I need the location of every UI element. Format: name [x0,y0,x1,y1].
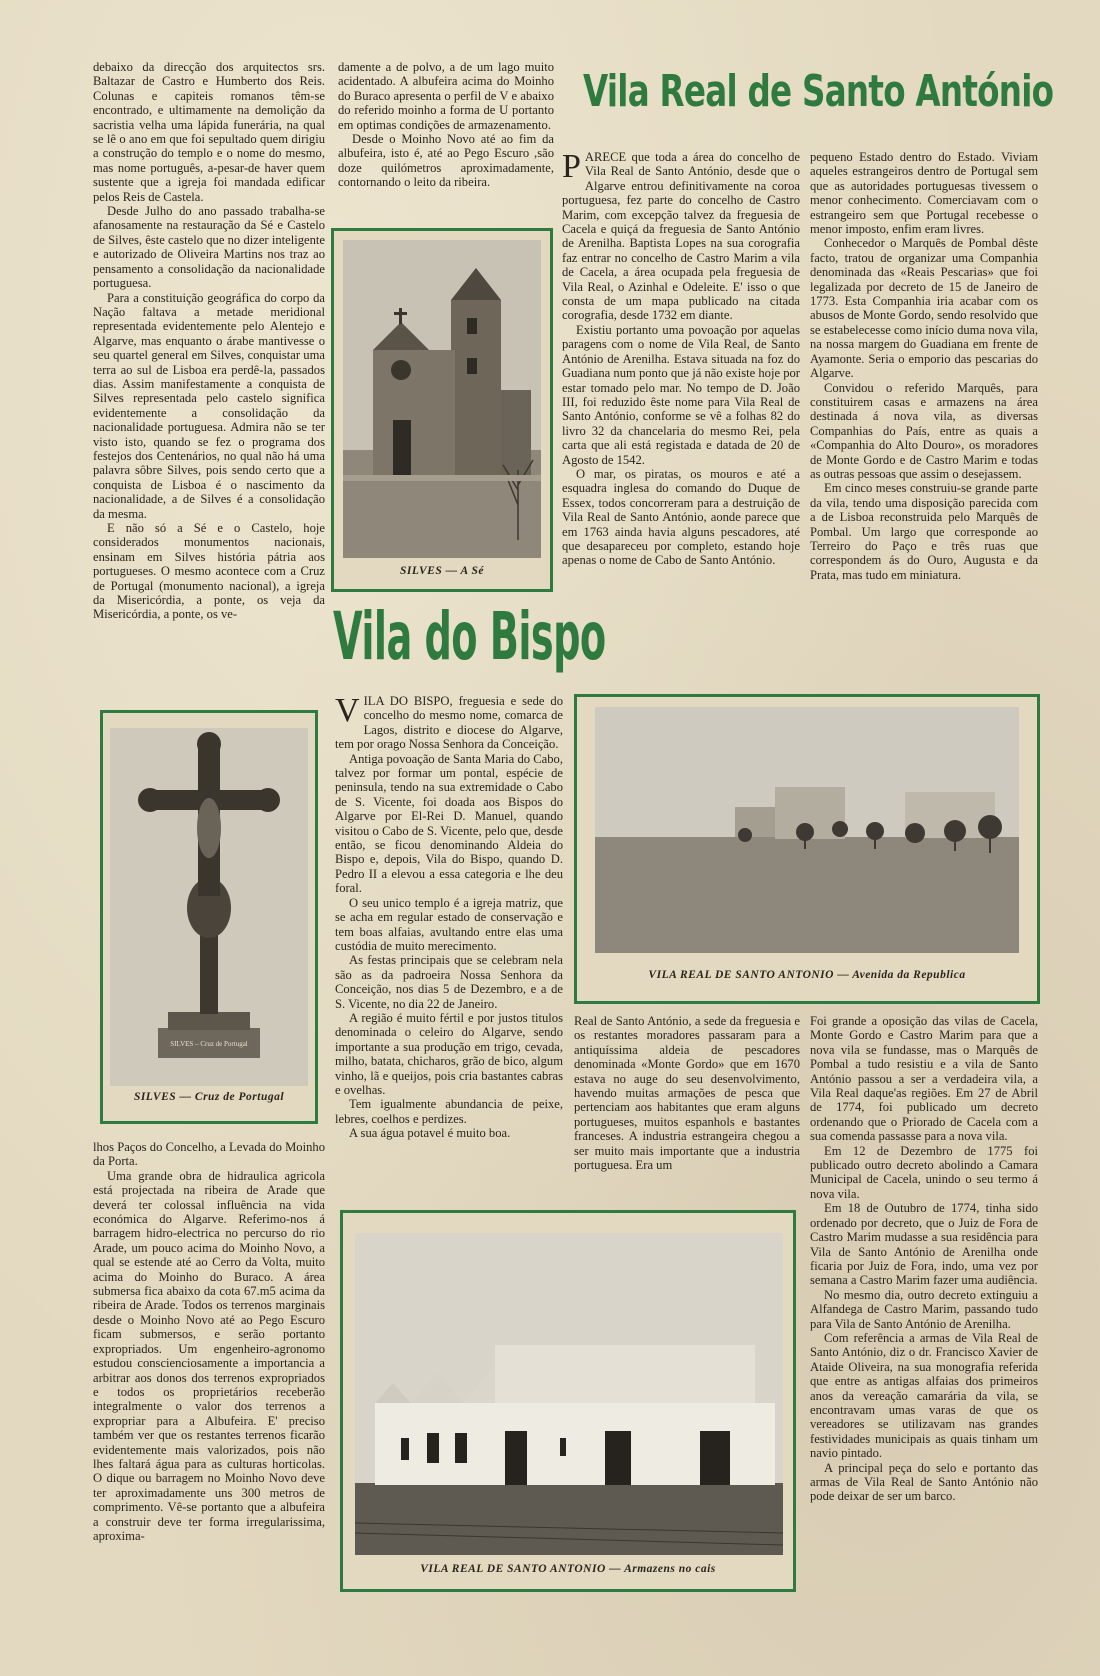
paragraph: A sua água potavel é muito boa. [349,1126,511,1141]
paragraph: Uma grande obra de hidraulica agricola está projectada na ribeira de Arade que deverá ter colossal influência na vida económica do Algarve. Referimo-nos á barragem hidro-electrica no percurso do rio Arade, um pouco acima do Moinho Novo, a qual se estende até ao Cerro da Volta, muito acima do Moinho do Buraco. A área submersa fica abaixo da cota 67.m5 acima da ribeira de Arade. Todos os terrenos marginais desde o Moinho Novo até ao Pego Escuro ficam submersos, e serão portanto expropriados. Um engenheiro-agronomo estudou conscienciosamente a importancia a arbitrar aos donos dos terrenos expropriados e todos os proprietários receberão integralmente o valor dos terrenos a expropriar para a Albufeira. E' preciso também ver que os restantes terrenos ficarão evidentemente mais valorizados, pois não lhes faltará água para as culturas horticolas. O dique ou barragem no Moinho Novo deve ter aproximadamente uns 300 metros de comprimento. Vê-se portanto que a albufeira a construir deve ter forma irregularissima, aproxima- [93,1168,325,1543]
column-1-top [93,60,325,698]
photo-silves-cathedral [343,240,541,558]
paragraph: A região é muito fértil e por justos titulos denominada o celeiro do Algarve, sendo importante a sua produção em trigo, cevada, milho, batata, chicharos, grão de bico, algum vinho, lã e queijos, pois cria bastantes cabras e ovelhas. [335,1010,563,1097]
paragraph: Desde o Moinho Novo até ao fim da albufeira, isto é, até ao Pego Escuro ,são doze quilómetros aproximadamente, contornando o leito da ribeira. [338,132,554,190]
paragraph: Antiga povoação de Santa Maria do Cabo, talvez por formar um pontal, espécie de peninsula, tendo na sua extremidade o Cabo de S. Vicente, foi doada aos Bispos do Algarve por El-Rei D. Manuel, quando visitou o Cabo de S. Vicente, pelo que, desde então, se ficou denominando Aldeia do Bispo e, depois, Vila do Bispo, quando D. Pedro II a elevou a essa categoria e lhe deu foral. [335,751,563,896]
paragraph: As festas principais que se celebram nela são as da padroeira Nossa Senhora da Conceição, nos dias 5 de Dezembro, e a de S. Vicente, no dia 22 de Janeiro. [335,953,563,1011]
caption-vrsa-avenida: VILA REAL DE SANTO ANTONIO — Avenida da Republica [648,969,966,981]
figure-silves-se [331,228,553,592]
paragraph: No mesmo dia, outro decreto extinguiu a Alfandega de Castro Marim, passando tudo para Vila de Santo António de Arenilha. [810,1287,1038,1331]
paragraph [562,150,800,323]
paragraph: Real de Santo António, a sede da freguesia e os restantes moradores passaram para a antiquíssima aldeia de pescadores denominada «Monte Gordo» que em 1670 estava no auge do seu desenvolvimento, havendo muitas armações de pesca que pertenciam aos habitantes que eram alguns portugueses, muitos espanhols e bastantes franceses. A industria estrangeira chegou a ser muito mais importante que a industria portuguesa. Era um [574,1014,800,1173]
headline-vila-real: Vila Real de Santo António [583,66,1054,117]
paragraph: O mar, os piratas, os mouros e até a esquadra inglesa do comando do Duque de Essex, todos concorreram para a destruição de Vila Real de Santo António, aonde parece que em 1763 ainda havia alguns pescadores, até que desapareceu por completo, estando hoje apenas o nome de Cabo de Santo António. [562,466,800,568]
paragraph: debaixo da direcção dos arquitectos srs. Baltazar de Castro e Humberto dos Reis. Colunas e capiteis romanos têm-se encontrado, e ultimamente na demolição da sacristia velha uma lápida funerária, na qual se lê o ano em que foi sepultado quem dirigiu a construção do templo e o nome do mesmo, mas nome português, a-pesar-de haver quem sustente que a igreja foi mandada edificar pelos Reis de Castela. [93,60,325,204]
figure-vrsa-avenida [574,694,1040,1004]
paragraph: Desde Julho do ano passado trabalha-se afanosamente na restauração da Sé e Castelo de Silves, êste castelo que no dizer inteligente e autorizado de Oliveira Martins nos traz ao pensamento a consolidação da nacionalidade portuguesa. [93,204,325,291]
photo-armazens [355,1233,783,1555]
column-4-bottom [810,1014,1038,1602]
column-3-mid [574,1014,800,1204]
photo-avenida [595,707,1019,953]
column-4-top [810,150,1038,668]
paragraph: Convidou o referido Marquês, para constituirem casas e armazens na área destinada á nova vila, as diversas Companhias do País, entre as quais a «Companhia do Alto Douro», os moradores de Monte Gordo e de Castro Marim e todas as outras pessoas que assim o desejassem. [810,380,1038,481]
column-2-vila-bispo [335,694,563,1204]
paragraph-lead: ILA DO BISPO, freguesia e sede do concelho do mesmo nome, comarca de Lagos, distrito e diocese do Algarve, tem por orago Nossa Senhora da Conceição. [335,694,563,752]
paragraph: Existiu portanto uma povoação por aquelas paragens com o nome de Vila Real, de Santo António de Arenilha. Estava situada na foz do Guadiana num ponto que já não existe hoje por estar tomado pelo mar. No tempo de D. João III, foi reduzido êste nome para Vila Real de Santo António, conforme se vê a folhas 82 do livro 32 da chancelaria do mesmo Rei, pela carta que ali está registada e datada de 20 de Agosto de 1542. [562,322,800,467]
caption-silves-cruz: SILVES — Cruz de Portugal [133,1091,285,1103]
paragraph: Para a constituição geográfica do corpo da Nação faltava a metade meridional representada evidentemente pelo Alentejo e Algarve, mas enquanto o árabe mantivesse o seu quartel general em Silves, conquistar uma terra ao sul de Lisboa era perdê-la, passados dias. Assim manifestamente a conquista de Silves representada pelo castelo significa evidentemente a consolidação da nacionalidade portuguesa. Admira não se ter visto isto, quando se fez o programa dos festejos dos Centenários, no qual não há uma palavra sôbre Silves, pois sendo certo que a conquista de Lisboa é o nascimento da nacionalidade, a de Silves é a consolidação da mesma. [93,290,325,521]
caption-vrsa-armazens: VILA REAL DE SANTO ANTONIO — Armazens no cais [420,1563,716,1575]
paragraph: pequeno Estado dentro do Estado. Viviam aqueles estrangeiros dentro de Portugal sem que as autoridades portuguesas tivessem o menor conhecimento. Comerciavam com o estrangeiro sem que Portugal recebesse o menor imposto, enfim eram livres. [810,150,1038,237]
paragraph: E não só a Sé e o Castelo, hoje considerados monumentos nacionais, ensinam em Silves história pátria aos portugueses. O mesmo acontece com a Cruz de Portugal (monumento nacional), a igreja da Misericórdia, a ponte, os veja da Misericórdia, a ponte, os ve- [93,521,325,622]
paragraph: Com referência a armas de Vila Real de Santo António, diz o dr. Francisco Xavier de Ataide Oliveira, na sua monografia referida que entre as antigas alfaias dos primeiros anos da vereação camarária da vila, se encontravam umas varas de que os vereadores se utilizavam nas grandes festividades municipais as quais tinham um navio pintado. [810,1330,1038,1461]
column-3-top [562,150,800,672]
paragraph [335,694,563,752]
column-1-bottom [93,1140,325,1602]
paragraph: A principal peça do selo e portanto das armas de Vila Real de Santo António não pode deixar de ser um barco. [810,1460,1038,1504]
paragraph: O seu unico templo é a igreja matriz, que se acha em regular estado de conservação e tem boas alfaias, avultando entre elas uma custódia de muito merecimento. [335,895,563,953]
figure-vrsa-armazens [340,1210,796,1592]
paragraph: Foi grande a oposição das vilas de Cacela, Monte Gordo e Castro Marim para que a nova vila se fundasse, mas o Marquês de Pombal a tudo resistiu e a vila de Santo António passou a ser a verdadeira vila, a Vila Real daque'as regiões. Em 27 de Abril de 1774, foi publicado um decreto ordenando que o Priorado de Cacela com a sua comenda passasse para a nova vila. [810,1014,1038,1144]
drop-cap: V [335,694,360,729]
paragraph: lhos Paços do Concelho, a Levada do Moinho da Porta. [93,1140,325,1169]
paragraph: Tem igualmente abundancia de peixe, lebres, coelhos e perdizes. [335,1097,563,1126]
paragraph: Conhecedor o Marquês de Pombal dêste facto, tratou de organizar uma Companhia denominada das «Reais Pescarias» que foi legalizada por decreto de 15 de Janeiro de 1773. Esta Companhia iria acabar com os abusos de Monte Gordo, sendo resolvido que se estabelecesse como início duma nova vila, na nossa margem do Guadiana em frente de Ayamonte. Seria o emporio das pescarias do Algarve. [810,236,1038,381]
column-2-top [338,60,554,220]
paragraph: damente a de polvo, a de um lago muito acidentado. A albufeira acima do Moinho do Buraco apresenta o perfil de V e abaixo do referido moinho a forma de U portanto em optimas condições de armazenamento. [338,60,554,132]
paragraph: Em 12 de Dezembro de 1775 foi publicado outro decreto abolindo a Camara Municipal de Cacela, unindo o seu termo á nova vila. [810,1143,1038,1201]
photo-cross [110,728,308,1086]
drop-cap: P [562,150,581,185]
figure-silves-cruz [100,710,318,1124]
paragraph: Em 18 de Outubro de 1774, tinha sido ordenado por decreto, que o Juiz de Fora de Castro Marim mudasse a sua residência para Vila de Santo António de Arenilha onde ficaria por Juiz de Fora, indo, uma vez por semana a Castro Marim fazer uma audiência. [810,1201,1038,1288]
caption-silves-se: SILVES — A Sé [400,565,484,577]
paragraph: Em cinco meses construiu-se grande parte da vila, tendo uma disposição parecida com a de Lisboa reconstruida pelo Marquês de Pombal. Um largo que corresponde ao Terreiro do Paço e três ruas que correspondem ás do Ouro, Augusta e da Prata, mas tudo em miniatura. [810,481,1038,582]
paragraph-lead: ARECE que toda a área do concelho de Vila Real de Santo António, desde que o Algarve entrou definitivamente na coroa portuguesa, fez parte do concelho de Castro Marim, com excepção talvez da freguesia de Cacela e quiçá da freguesia de Santo António de Arenilha. Baptista Lopes na sua corografia faz entrar no concelho de Castro Marim a vila de Cacela, a área ocupada pela freguesia de Vila Real, o Azinhal e Odeleite. E' isso o que consta de um mapa publicado na citada corografia, desde 1732 em diante. [562,150,800,323]
cross-inscription: SILVES – Cruz de Portugal [170,1040,248,1048]
headline-vila-bispo: Vila do Bispo [333,598,606,675]
